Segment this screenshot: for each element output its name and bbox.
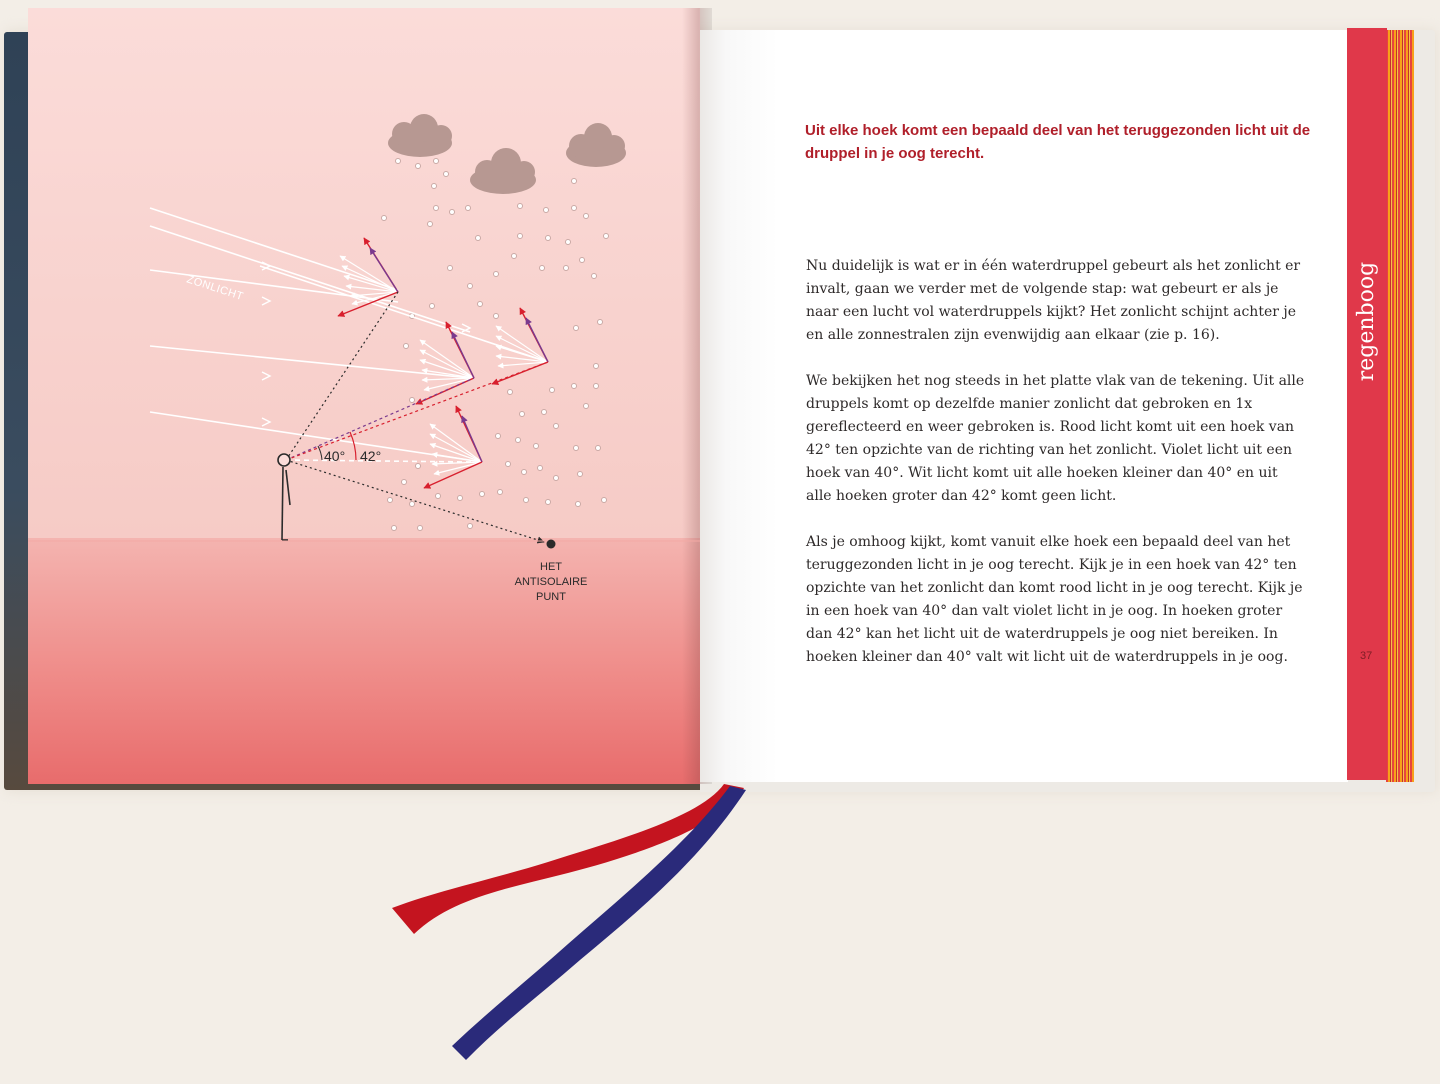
sunlight-rays	[150, 208, 548, 462]
bookmark-ribbons	[392, 784, 746, 1060]
clouds	[388, 114, 626, 194]
cloud-icon	[388, 114, 452, 157]
cloud-icon	[470, 148, 536, 194]
sunlight-ray-arrows	[262, 262, 470, 426]
cloud-icon	[566, 123, 626, 167]
paragraph-3: Als je omhoog kijkt, komt vanuit elke hoek een bepaald deel van het teruggezonden licht in je oog terecht. Kijk je in een hoek van 42° ten opzichte van het zonlicht dan komt rood licht in je oog terecht. Kijk je in een hoek van 40° dan valt violet licht in je oog. In hoeken groter dan 42° kan het licht uit de waterdruppels je oog niet bereiken. In hoeken kleiner dan 40° valt wit licht uit de waterdruppels in je oog.	[806, 534, 1303, 665]
page-number: 37	[1360, 650, 1373, 662]
ribbon-blue	[452, 786, 746, 1060]
antisolar-point-icon	[547, 540, 556, 549]
antisolar-label-line-2: ANTISOLAIRE	[514, 576, 588, 588]
chapter-tab-label: regenboog	[1354, 261, 1380, 381]
antisolar-label-line-3: PUNT	[536, 591, 566, 603]
observer-figure	[278, 454, 290, 540]
droplet-fan-4	[424, 406, 482, 488]
angle-40-label: 40°	[324, 448, 346, 464]
sunlight-label: ZONLICHT	[185, 273, 245, 304]
angle-arc-40	[318, 446, 322, 460]
droplet-fan-1	[338, 238, 398, 316]
observer-eye-icon	[278, 454, 290, 466]
page-heading: Uit elke hoek komt een bepaald deel van het teruggezonden licht uit de druppel in je oog terecht.	[805, 122, 1311, 162]
sight-lines	[286, 292, 548, 542]
paragraph-2: We bekijken het nog steeds in het platte vlak van de tekening. Uit alle druppels komt op dezelfde manier zonlicht dat gebroken en 1x gereflecteerd en weer gebroken is. Rood licht komt uit een hoek van 42° ten opzichte van de richting van het zonlicht. Violet licht uit een hoek van 40°. Wit licht komt uit alle hoeken kleiner dan 40° en uit alle hoeken groter dan 42° komt geen licht.	[806, 373, 1305, 504]
antisolar-label-line-1: HET	[540, 561, 562, 573]
angle-arc-42	[350, 432, 356, 460]
paragraph-1: Nu duidelijk is wat er in één waterdruppel gebeurt als het zonlicht er invalt, gaan we verder met de volgende stap: wat gebeurt er als je naar een lucht vol waterdruppels kijkt? Het zonlicht schijnt achter je en alle zonnestralen zijn evenwijdig aan elkaar (zie p. 16).	[806, 258, 1301, 343]
angle-42-label: 42°	[360, 448, 382, 464]
